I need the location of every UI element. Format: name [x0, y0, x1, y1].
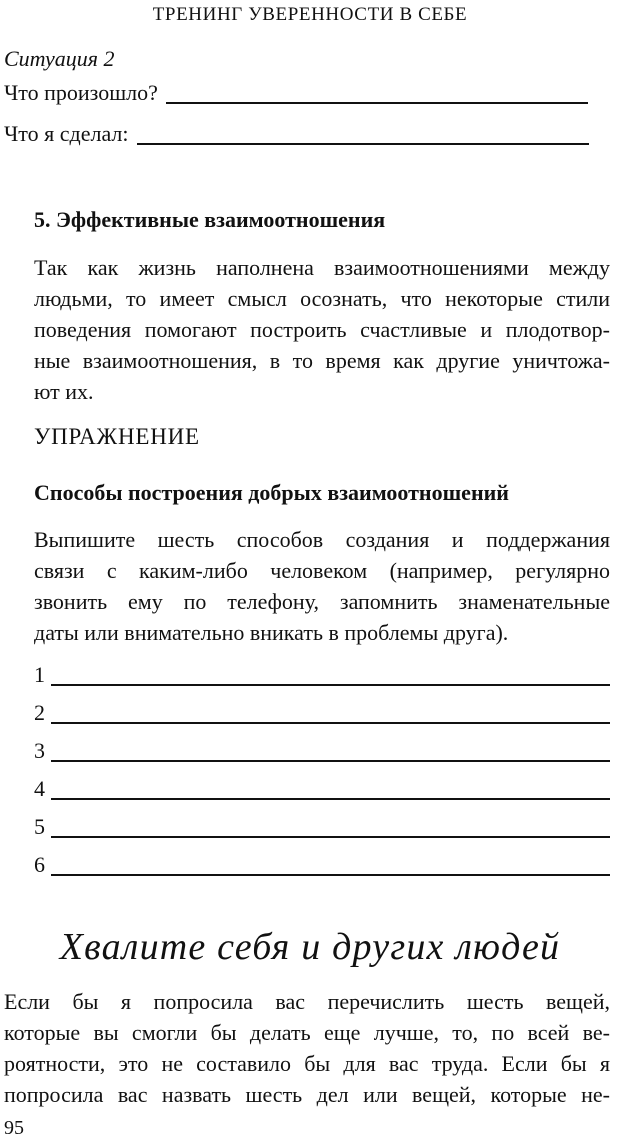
- paragraph-line: Так как жизнь наполнена взаимоотношениями между: [34, 255, 610, 280]
- what-happened-field: [4, 78, 588, 108]
- what-happened-label: Что произошло?: [4, 80, 158, 105]
- paragraph-line: которые вы смогли бы делать еще лучше, то, по всей ве-: [4, 1020, 610, 1045]
- what-i-did-field: [4, 119, 589, 149]
- running-header: ТРЕНИНГ УВЕРЕННОСТИ В СЕБЕ: [152, 4, 468, 25]
- section-heading: 5. Эффективные взаимоотношения: [34, 207, 386, 232]
- answer-line-2: [34, 698, 610, 728]
- answer-number: 5: [34, 814, 45, 839]
- paragraph-line: Если бы я попросила вас перечислить шесть вещей,: [4, 989, 610, 1014]
- answer-blank-line: [51, 798, 610, 800]
- answer-number: 3: [34, 738, 45, 763]
- chapter-paragraph: [4, 986, 610, 1110]
- what-happened-blank-line: [166, 102, 588, 104]
- chapter-title: Хвалите себя и других людей: [59, 926, 561, 968]
- paragraph-line: роятности, это не составило бы для вас труда. Если бы я: [4, 1051, 610, 1076]
- answer-line-1: [34, 660, 610, 690]
- instruction-line: связи с каким-либо человеком (например, регулярно: [34, 558, 610, 583]
- answer-line-5: [34, 812, 610, 842]
- answer-blank-line: [51, 760, 610, 762]
- answer-line-4: [34, 774, 610, 804]
- answer-blank-line: [51, 722, 610, 724]
- exercise-label: УПРАЖНЕНИЕ: [34, 424, 200, 449]
- answer-line-6: [34, 850, 610, 880]
- instruction-line: даты или внимательно вникать в проблемы друга).: [34, 620, 509, 645]
- paragraph-line: людьми, то имеет смысл осознать, что некоторые стили: [34, 286, 610, 311]
- answer-number: 6: [34, 852, 45, 877]
- what-i-did-blank-line: [137, 143, 589, 145]
- paragraph-line: поведения помогают построить счастливые и плодотвор-: [34, 317, 610, 342]
- answer-number: 4: [34, 776, 45, 801]
- situation-title: Ситуация 2: [4, 46, 115, 71]
- answer-blank-line: [51, 684, 610, 686]
- what-i-did-label: Что я сделал:: [4, 121, 129, 146]
- paragraph-line: ные взаимоотношения, в то время как другие уничтожа-: [34, 348, 610, 373]
- answer-number: 1: [34, 662, 45, 687]
- exercise-instruction: [34, 524, 610, 648]
- answer-blank-line: [51, 836, 610, 838]
- answer-line-3: [34, 736, 610, 766]
- answer-blank-line: [51, 874, 610, 876]
- paragraph-line: ют их.: [34, 379, 94, 404]
- instruction-line: звонить ему по телефону, запомнить знаменательные: [34, 589, 610, 614]
- answer-number: 2: [34, 700, 45, 725]
- instruction-line: Выпишите шесть способов создания и поддержания: [34, 527, 610, 552]
- paragraph-line: попросила вас назвать шесть дел или вещей, которые не-: [4, 1082, 610, 1107]
- exercise-title: Способы построения добрых взаимоотношений: [34, 480, 509, 505]
- section-paragraph: [34, 252, 610, 407]
- page-number: 95: [4, 1117, 24, 1139]
